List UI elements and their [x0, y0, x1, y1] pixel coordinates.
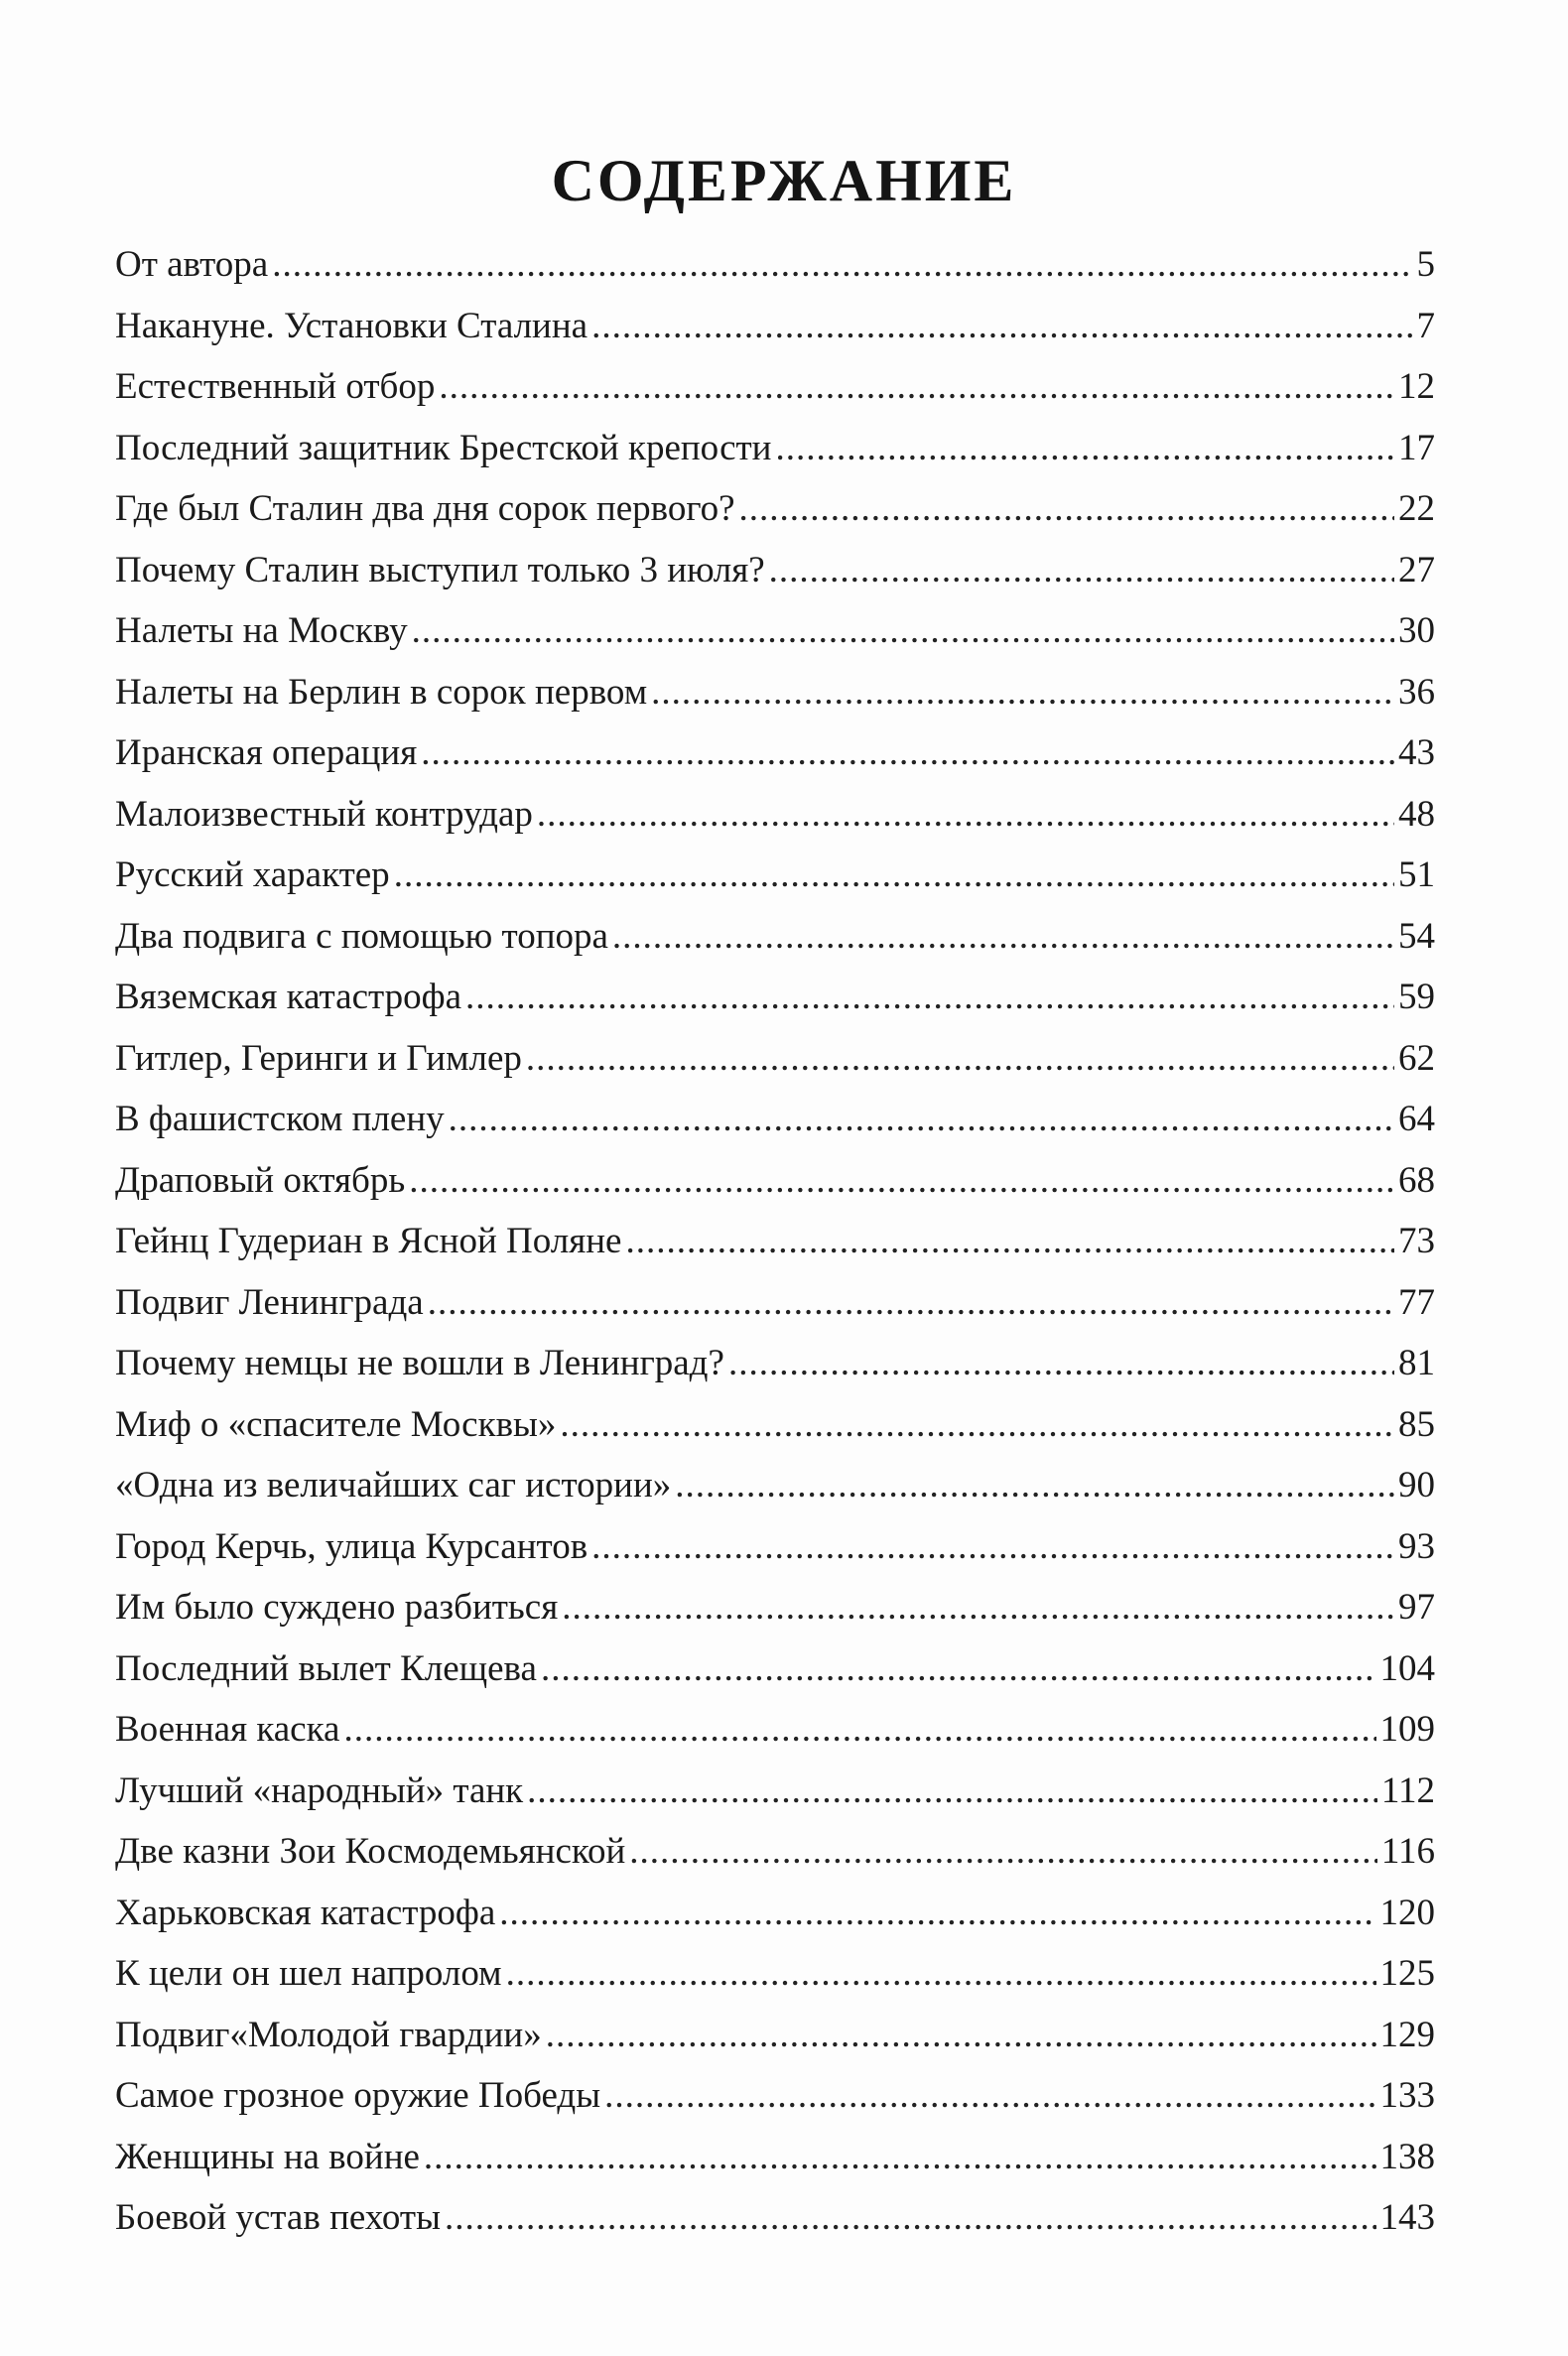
toc-entry-title: Естественный отбор: [115, 366, 436, 407]
toc-entry-page-number: 81: [1398, 1343, 1435, 1383]
toc-entry: [115, 662, 1435, 723]
toc-entry: [115, 2005, 1435, 2066]
toc-entry-page-number: 143: [1379, 2197, 1435, 2238]
toc-entry: [115, 1699, 1435, 1761]
dot-leader: [439, 356, 1394, 418]
toc-entry-title: Гейнц Гудериан в Ясной Поляне: [115, 1221, 622, 1261]
toc-entry-page-number: 104: [1379, 1647, 1435, 1689]
toc-entry: [115, 1577, 1435, 1638]
toc-entry: [115, 234, 1435, 296]
dot-leader: [675, 1455, 1394, 1516]
toc-entry-title: Малоизвестный контрудар: [115, 793, 533, 835]
toc-entry: [115, 1150, 1435, 1212]
dot-leader: [526, 1028, 1394, 1090]
toc-entry-title: Гитлер, Геринги и Гимлер: [115, 1037, 522, 1079]
toc-entry-title: Военная каска: [115, 1709, 340, 1750]
toc-entry-title: Подвиг«Молодой гвардии»: [115, 2014, 542, 2055]
toc-entry-title: Им было суждено разбиться: [115, 1587, 559, 1628]
toc-entry-title: Где был Сталин два дня сорок первого?: [115, 488, 735, 529]
toc-entry: [115, 967, 1435, 1028]
toc-entry-title: Миф о «спасителе Москвы»: [115, 1403, 557, 1445]
dot-leader: [428, 1272, 1394, 1334]
toc-entry: [115, 2127, 1435, 2188]
dot-leader: [412, 600, 1394, 662]
toc-entry-page-number: 27: [1398, 549, 1435, 590]
toc-entry: [115, 1761, 1435, 1822]
toc-entry: [115, 722, 1435, 784]
toc-entry-title: Налеты на Москву: [115, 610, 408, 651]
dot-leader: [560, 1394, 1394, 1456]
toc-entry: [115, 1883, 1435, 1944]
toc-entry-page-number: 59: [1398, 977, 1435, 1017]
toc-entry: [115, 1516, 1435, 1578]
toc-entry-page-number: 129: [1379, 2014, 1435, 2055]
toc-entry-page-number: 85: [1398, 1403, 1435, 1445]
toc-entry: [115, 1821, 1435, 1883]
dot-leader: [651, 662, 1394, 723]
dot-leader: [591, 296, 1412, 357]
toc-entry: [115, 540, 1435, 601]
dot-leader: [769, 540, 1394, 601]
toc-entry-title: Накануне. Установки Сталина: [115, 305, 588, 346]
toc-entry: [115, 296, 1435, 357]
toc-entry-page-number: 17: [1398, 427, 1435, 468]
dot-leader: [541, 1638, 1376, 1700]
dot-leader: [604, 2065, 1375, 2127]
toc-entry-page-number: 133: [1379, 2075, 1435, 2116]
toc-entry: [115, 478, 1435, 540]
toc-entry-page-number: 43: [1398, 732, 1435, 773]
toc-entry-page-number: 62: [1398, 1037, 1435, 1079]
dot-leader: [424, 2127, 1376, 2188]
toc-entry-title: Город Керчь, улица Курсантов: [115, 1525, 588, 1567]
toc-entry-title: Боевой устав пехоты: [115, 2197, 441, 2238]
toc-entry-page-number: 97: [1398, 1587, 1435, 1628]
dot-leader: [449, 1089, 1394, 1150]
toc-entry-page-number: 51: [1398, 854, 1435, 895]
toc-entry-title: Почему немцы не вошли в Ленинград?: [115, 1343, 724, 1383]
toc-entry: [115, 1272, 1435, 1334]
toc-entry-title: Налеты на Берлин в сорок первом: [115, 671, 648, 713]
toc-entry: [115, 1333, 1435, 1394]
toc-entry-page-number: 68: [1398, 1159, 1435, 1201]
toc-entry: [115, 845, 1435, 906]
toc-entry: [115, 906, 1435, 968]
toc-entry-title: Женщины на войне: [115, 2136, 420, 2177]
dot-leader: [612, 906, 1394, 968]
toc-entry-title: Русский характер: [115, 854, 390, 895]
toc-entry-page-number: 116: [1380, 1831, 1435, 1872]
toc-entry-title: Лучший «народный» танк: [115, 1769, 524, 1811]
toc-entry: [115, 2065, 1435, 2127]
dot-leader: [629, 1821, 1377, 1883]
toc-entry-page-number: 22: [1398, 488, 1435, 529]
toc-entry: [115, 1455, 1435, 1516]
toc-entry-title: Подвиг Ленинграда: [115, 1281, 424, 1323]
toc-entry: [115, 1028, 1435, 1090]
toc-entry-page-number: 90: [1398, 1465, 1435, 1505]
toc-entry-page-number: 48: [1398, 793, 1435, 835]
dot-leader: [445, 2187, 1376, 2249]
dot-leader: [537, 784, 1394, 846]
dot-leader: [625, 1211, 1394, 1272]
toc-entry: [115, 356, 1435, 418]
toc-entry-page-number: 5: [1416, 244, 1435, 285]
toc-entry-title: Последний защитник Брестской крепости: [115, 427, 772, 468]
toc-entry-title: Последний вылет Клещева: [115, 1647, 537, 1689]
dot-leader: [394, 845, 1394, 906]
toc-entry-page-number: 125: [1379, 1953, 1435, 1994]
toc-entry-title: Вяземская катастрофа: [115, 977, 462, 1017]
toc-entry-page-number: 120: [1379, 1892, 1435, 1933]
dot-leader: [409, 1150, 1394, 1212]
toc-entry: [115, 1943, 1435, 2005]
toc-entry: [115, 784, 1435, 846]
toc-entry-page-number: 112: [1380, 1769, 1435, 1811]
toc-entry-title: Харьковская катастрофа: [115, 1892, 496, 1933]
page-title: СОДЕРЖАНИЕ: [551, 148, 1017, 214]
toc-entry-page-number: 30: [1398, 610, 1435, 651]
toc-entry: [115, 1394, 1435, 1456]
toc-entry: [115, 2187, 1435, 2249]
table-of-contents: [115, 234, 1435, 2249]
dot-leader: [562, 1577, 1394, 1638]
dot-leader: [499, 1883, 1375, 1944]
toc-entry-title: Две казни Зои Космодемьянской: [115, 1831, 626, 1872]
toc-entry-title: Два подвига с помощью топора: [115, 915, 608, 957]
dot-leader: [272, 234, 1412, 296]
toc-entry: [115, 418, 1435, 479]
dot-leader: [506, 1943, 1376, 2005]
toc-entry-page-number: 109: [1379, 1709, 1435, 1750]
dot-leader: [421, 722, 1394, 784]
toc-entry-page-number: 36: [1398, 671, 1435, 713]
dot-leader: [728, 1333, 1394, 1394]
toc-entry-title: «Одна из величайших саг истории»: [115, 1465, 672, 1505]
toc-entry: [115, 1089, 1435, 1150]
toc-entry-title: В фашистском плену: [115, 1099, 445, 1139]
dot-leader: [775, 418, 1394, 479]
toc-entry-title: Самое грозное оружие Победы: [115, 2075, 601, 2116]
toc-entry-title: От автора: [115, 244, 269, 285]
dot-leader: [465, 967, 1394, 1028]
toc-entry-page-number: 73: [1398, 1221, 1435, 1261]
toc-entry: [115, 1211, 1435, 1272]
toc-entry-page-number: 12: [1398, 366, 1435, 407]
toc-entry-title: Иранская операция: [115, 732, 418, 773]
toc-entry-title: Драповый октябрь: [115, 1159, 406, 1201]
toc-entry-page-number: 7: [1416, 305, 1435, 346]
toc-entry: [115, 1638, 1435, 1700]
toc-entry-page-number: 93: [1398, 1525, 1435, 1567]
toc-entry-title: Почему Сталин выступил только 3 июля?: [115, 549, 765, 590]
toc-entry-page-number: 77: [1398, 1281, 1435, 1323]
dot-leader: [739, 478, 1394, 540]
toc-entry-page-number: 54: [1398, 915, 1435, 957]
toc-entry-page-number: 64: [1398, 1099, 1435, 1139]
dot-leader: [591, 1516, 1394, 1578]
dot-leader: [546, 2005, 1376, 2066]
toc-entry-title: К цели он шел напролом: [115, 1953, 502, 1994]
toc-entry-page-number: 138: [1379, 2136, 1435, 2177]
dot-leader: [343, 1699, 1375, 1761]
dot-leader: [527, 1761, 1377, 1822]
toc-entry: [115, 600, 1435, 662]
